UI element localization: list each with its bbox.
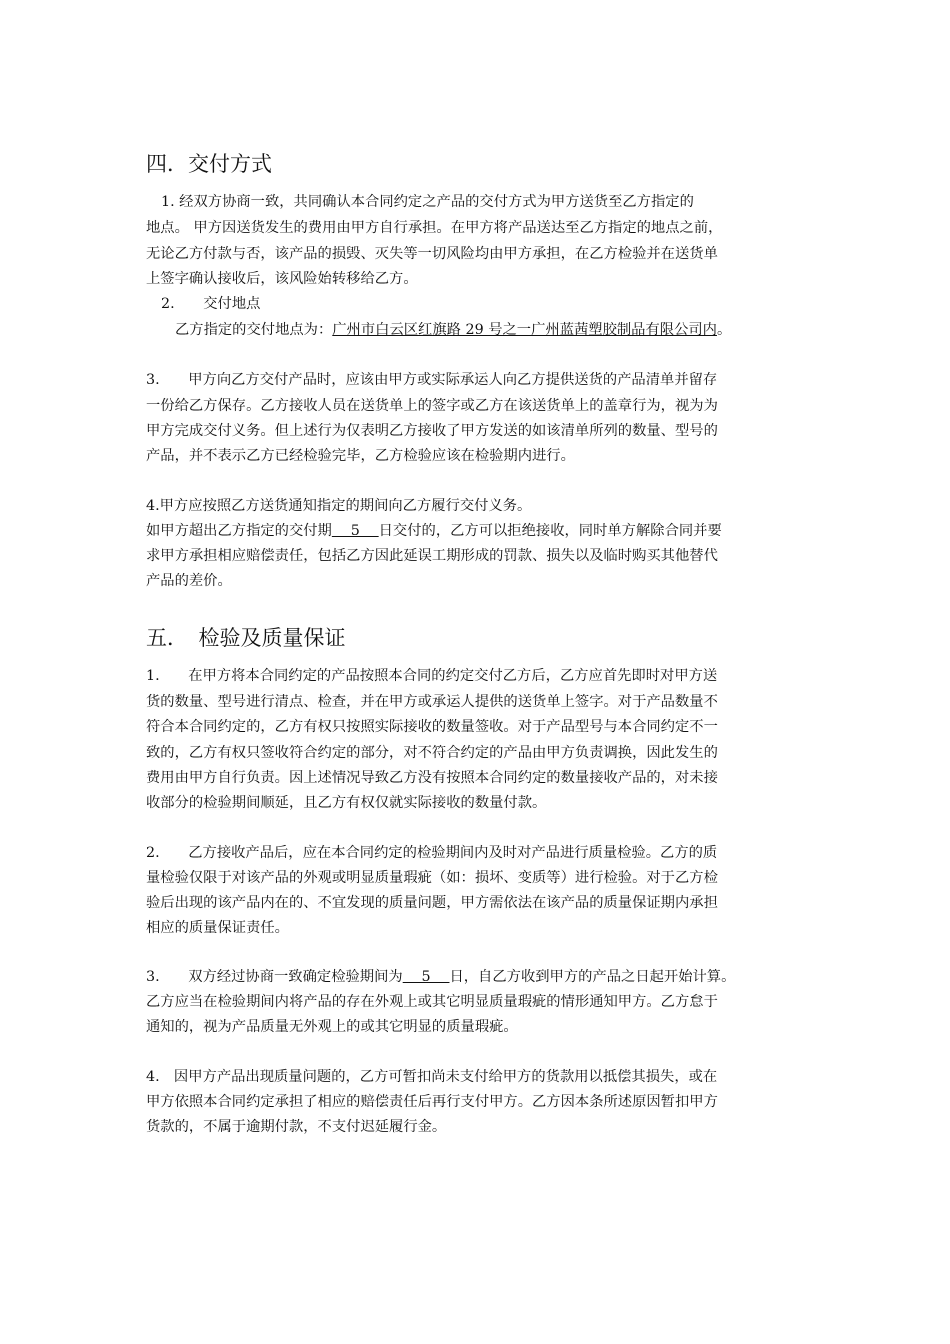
- paragraph-line: 甲方完成交付义务。但上述行为仅表明乙方接收了甲方发送的如该清单所列的数量、型号的: [146, 423, 718, 439]
- paragraph-line: 2. 乙方接收产品后，应在本合同约定的检验期间内及时对产品进行质量检验。乙方的质: [146, 845, 718, 861]
- paragraph-line: 甲方依照本合同约定承担了相应的赔偿责任后再行支付甲方。乙方因本条所述原因暂扣甲方: [146, 1094, 718, 1110]
- paragraph-line: [146, 967, 735, 987]
- delivery-address-end: 。: [716, 322, 732, 338]
- paragraph-line: 致的，乙方有权只签收符合约定的部分，对不符合约定的产品由甲方负责调换，因此发生的: [146, 745, 718, 761]
- paragraph-line: 量检验仅限于对该产品的外观或明显质量瑕疵（如：损坏、变质等）进行检验。对于乙方检: [146, 870, 718, 886]
- delivery-address-value: 广州市白云区红旗路 29 号之一广州蓝茜塑胶制品有限公司内: [332, 322, 717, 338]
- paragraph-line: 费用由甲方自行负责。因上述情况导致乙方没有按照本合同约定的数量接收产品的，对未接: [146, 770, 718, 786]
- paragraph-line: 一份给乙方保存。乙方接收人员在送货单上的签字或乙方在该送货单上的盖章行为，视为为: [146, 398, 718, 414]
- delivery-period-rest: 日交付的，乙方可以拒绝接收，同时单方解除合同并要: [378, 523, 722, 539]
- paragraph-line: 产品，并不表示乙方已经检验完毕，乙方检验应该在检验期内进行。: [146, 448, 575, 464]
- delivery-period-days: 5: [331, 523, 379, 539]
- paragraph-line: 2. 交付地点: [161, 296, 261, 312]
- paragraph-line: 求甲方承担相应赔偿责任，包括乙方因此延误工期形成的罚款、损失以及临时购买其他替代: [146, 548, 718, 564]
- paragraph-line: 无论乙方付款与否，该产品的损毁、灭失等一切风险均由甲方承担，在乙方检验并在送货单: [146, 246, 718, 262]
- paragraph-line: 通知的，视为产品质量无外观上的或其它明显的质量瑕疵。: [146, 1019, 518, 1035]
- inspection-period-label: 3. 双方经过协商一致确定检验期间为: [146, 969, 403, 985]
- inspection-period-days: 5: [402, 969, 450, 985]
- delivery-address-label: 乙方指定的交付地点为：: [175, 322, 333, 338]
- section-heading-delivery: 四．交付方式: [146, 152, 272, 176]
- paragraph-line: 1. 经双方协商一致，共同确认本合同约定之产品的交付方式为甲方送货至乙方指定的: [161, 194, 694, 210]
- paragraph-line: 相应的质量保证责任。: [146, 920, 289, 936]
- paragraph-line: 4.甲方应按照乙方送货通知指定的期间向乙方履行交付义务。: [146, 498, 532, 514]
- paragraph-line: 货的数量、型号进行清点、检查，并在甲方或承运人提供的送货单上签字。对于产品数量不: [146, 694, 718, 710]
- paragraph-line: 3. 甲方向乙方交付产品时，应该由甲方或实际承运人向乙方提供送货的产品清单并留存: [146, 372, 718, 388]
- paragraph-line: [175, 320, 731, 340]
- paragraph-line: 验后出现的该产品内在的、不宜发现的质量问题，甲方需依法在该产品的质量保证期内承担: [146, 895, 718, 911]
- paragraph-line: 符合本合同约定的，乙方有权只按照实际接收的数量签收。对于产品型号与本合同约定不一: [146, 719, 718, 735]
- paragraph-line: 4. 因甲方产品出现质量问题的，乙方可暂扣尚未支付给甲方的货款用以抵偿其损失，或在: [146, 1069, 718, 1085]
- paragraph-line: 1. 在甲方将本合同约定的产品按照本合同的约定交付乙方后，乙方应首先即时对甲方送: [146, 668, 718, 684]
- paragraph-line: 收部分的检验期间顺延，且乙方有权仅就实际接收的数量付款。: [146, 795, 547, 811]
- paragraph-line: 货款的，不属于逾期付款，不支付迟延履行金。: [146, 1119, 447, 1135]
- delivery-period-label: 如甲方超出乙方指定的交付期: [146, 523, 332, 539]
- inspection-period-rest: 日，自乙方收到甲方的产品之日起开始计算。: [449, 969, 736, 985]
- paragraph-line: 上签字确认接收后，该风险始转移给乙方。: [146, 271, 418, 287]
- paragraph-line: [146, 521, 722, 541]
- paragraph-line: 产品的差价。: [146, 573, 232, 589]
- paragraph-line: 地点。 甲方因送货发生的费用由甲方自行承担。在甲方将产品送达至乙方指定的地点之前，: [146, 220, 723, 236]
- paragraph-line: 乙方应当在检验期间内将产品的存在外观上或其它明显质量瑕疵的情形通知甲方。乙方怠于: [146, 994, 718, 1010]
- section-heading-inspection: 五． 检验及质量保证: [146, 626, 346, 650]
